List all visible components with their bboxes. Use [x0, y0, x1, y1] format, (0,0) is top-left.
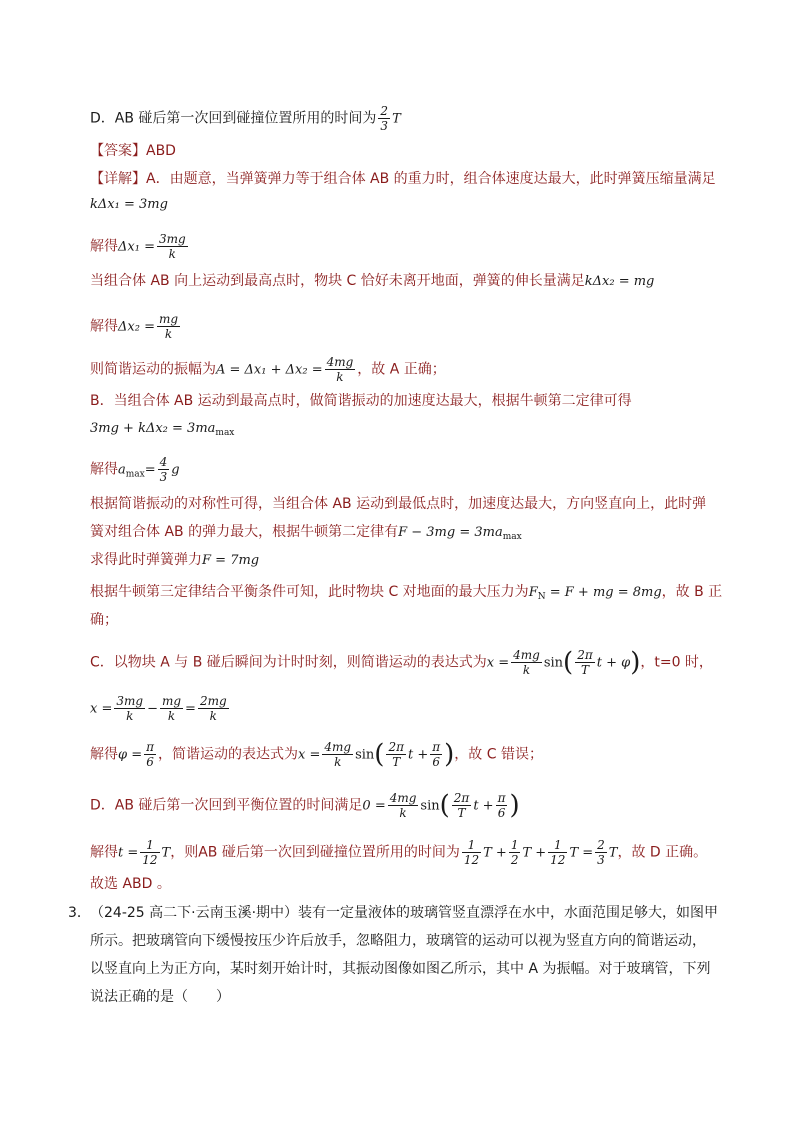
detail-c-line1: C．以物块 A 与 B 碰后瞬间为计时时刻，则简谐运动的表达式为x = $\frac{4mg}{k}$ sin( $\frac{2\pi}{T}$ t + φ)，t=0 时， — [90, 647, 713, 678]
question-3-line1: （24-25 高二下·云南玉溪·期中）装有一定量液体的玻璃管竖直漂浮在水中，水面范围足够大，如图甲 — [90, 905, 719, 921]
eq-kdx1: kΔx₁ = 3mg — [90, 197, 168, 212]
option-d-text: D．AB 碰后第一次回到碰撞位置所用的时间为 — [90, 110, 377, 127]
question-3-number: 3． — [68, 905, 91, 921]
option-d: D．AB 碰后第一次回到碰撞位置所用的时间为 $\frac{2}{3}$ T — [90, 104, 401, 133]
solve1-line: 解得Δx₁ = $\frac{3mg}{k}$ — [90, 232, 186, 261]
detail-d-line1: D．AB 碰后第一次回到平衡位置的时间满足0 = $\frac{4mg}{k}$ sin( $\frac{2\pi}{T}$ t + $\frac{\pi}{6}$ ) — [90, 790, 520, 821]
amplitude-line: 则简谐运动的振幅为A = Δx₁ + Δx₂ = $\frac{4mg}{k}$ ，故 A 正确； — [90, 355, 446, 384]
detail-b-line3: 簧对组合体 AB 的弹力最大，根据牛顿第二定律有$F - 3mg = 3ma_{max}$ — [90, 524, 522, 542]
detail-b-line2: 根据简谐振动的对称性可得，当组合体 AB 运动到最低点时，加速度达最大，方向竖直向上，此时弹 — [90, 496, 707, 512]
option-d-fraction: $\frac{2}{3}$ — [380, 104, 389, 133]
detail-b-line4: 求得此时弹簧弹力F = 7mg — [90, 552, 260, 568]
question-3-line4: 说法正确的是（ ） — [90, 989, 230, 1005]
detail-a-line1: 【详解】A．由题意，当弹簧弹力等于组合体 AB 的重力时，组合体速度达最大，此时弹簧压缩量满足 — [90, 171, 716, 187]
detail-a-line2: 当组合体 AB 向上运动到最高点时，物块 C 恰好未离开地面，弹簧的伸长量满足kΔx₂ = mg — [90, 273, 655, 289]
solve2-line: 解得Δx₂ = $\frac{mg}{k}$ — [90, 312, 179, 341]
conclusion-line: 故选 ABD 。 — [90, 876, 171, 892]
answer-line: 【答案】ABD — [90, 143, 176, 159]
detail-c-line2: x = $\frac{3mg}{k}$ − $\frac{mg}{k}$ = $\frac{2mg}{k}$ — [90, 694, 227, 723]
detail-b-line1: B．当组合体 AB 运动到最高点时，做简谐振动的加速度达最大，根据牛顿第二定律可得 — [90, 393, 632, 409]
question-3-line2: 所示。把玻璃管向下缓慢按压少许后放手，忽略阻力，玻璃管的运动可以视为竖直方向的简谐运动， — [90, 933, 706, 949]
detail-d-line2: 解得t = $\frac{1}{12}$ T，则AB 碰后第一次回到碰撞位置所用的时间为 $\frac{1}{12}$ T + $\frac{1}{2}$ T + $\frac{1}{12}$ T = $\frac{2}{3}$ T，故 D 正确。 — [90, 838, 708, 867]
eq-b1: $3mg + k\Delta x_2 = 3ma_{max}$ — [90, 421, 235, 438]
solve-amax-line: 解得$a_{max}=$ $\frac{4}{3}$ g — [90, 455, 180, 484]
detail-c-line3: 解得φ = $\frac{\pi}{6}$ ，简谐运动的表达式为x = $\frac{4mg}{k}$ sin( $\frac{2\pi}{T}$ t + $\frac{\pi}{6}$ )，故 C 错误； — [90, 739, 543, 770]
detail-b-line5: 根据牛顿第三定律结合平衡条件可知，此时物块 C 对地面的最大压力为$F_N = F$ + mg = 8mg，故 B 正 — [90, 584, 723, 602]
detail-b-line6: 确； — [90, 612, 118, 628]
question-3-line3: 以竖直向上为正方向，某时刻开始计时，其振动图像如图乙所示，其中 A 为振幅。对于玻璃管，下列 — [90, 961, 711, 977]
